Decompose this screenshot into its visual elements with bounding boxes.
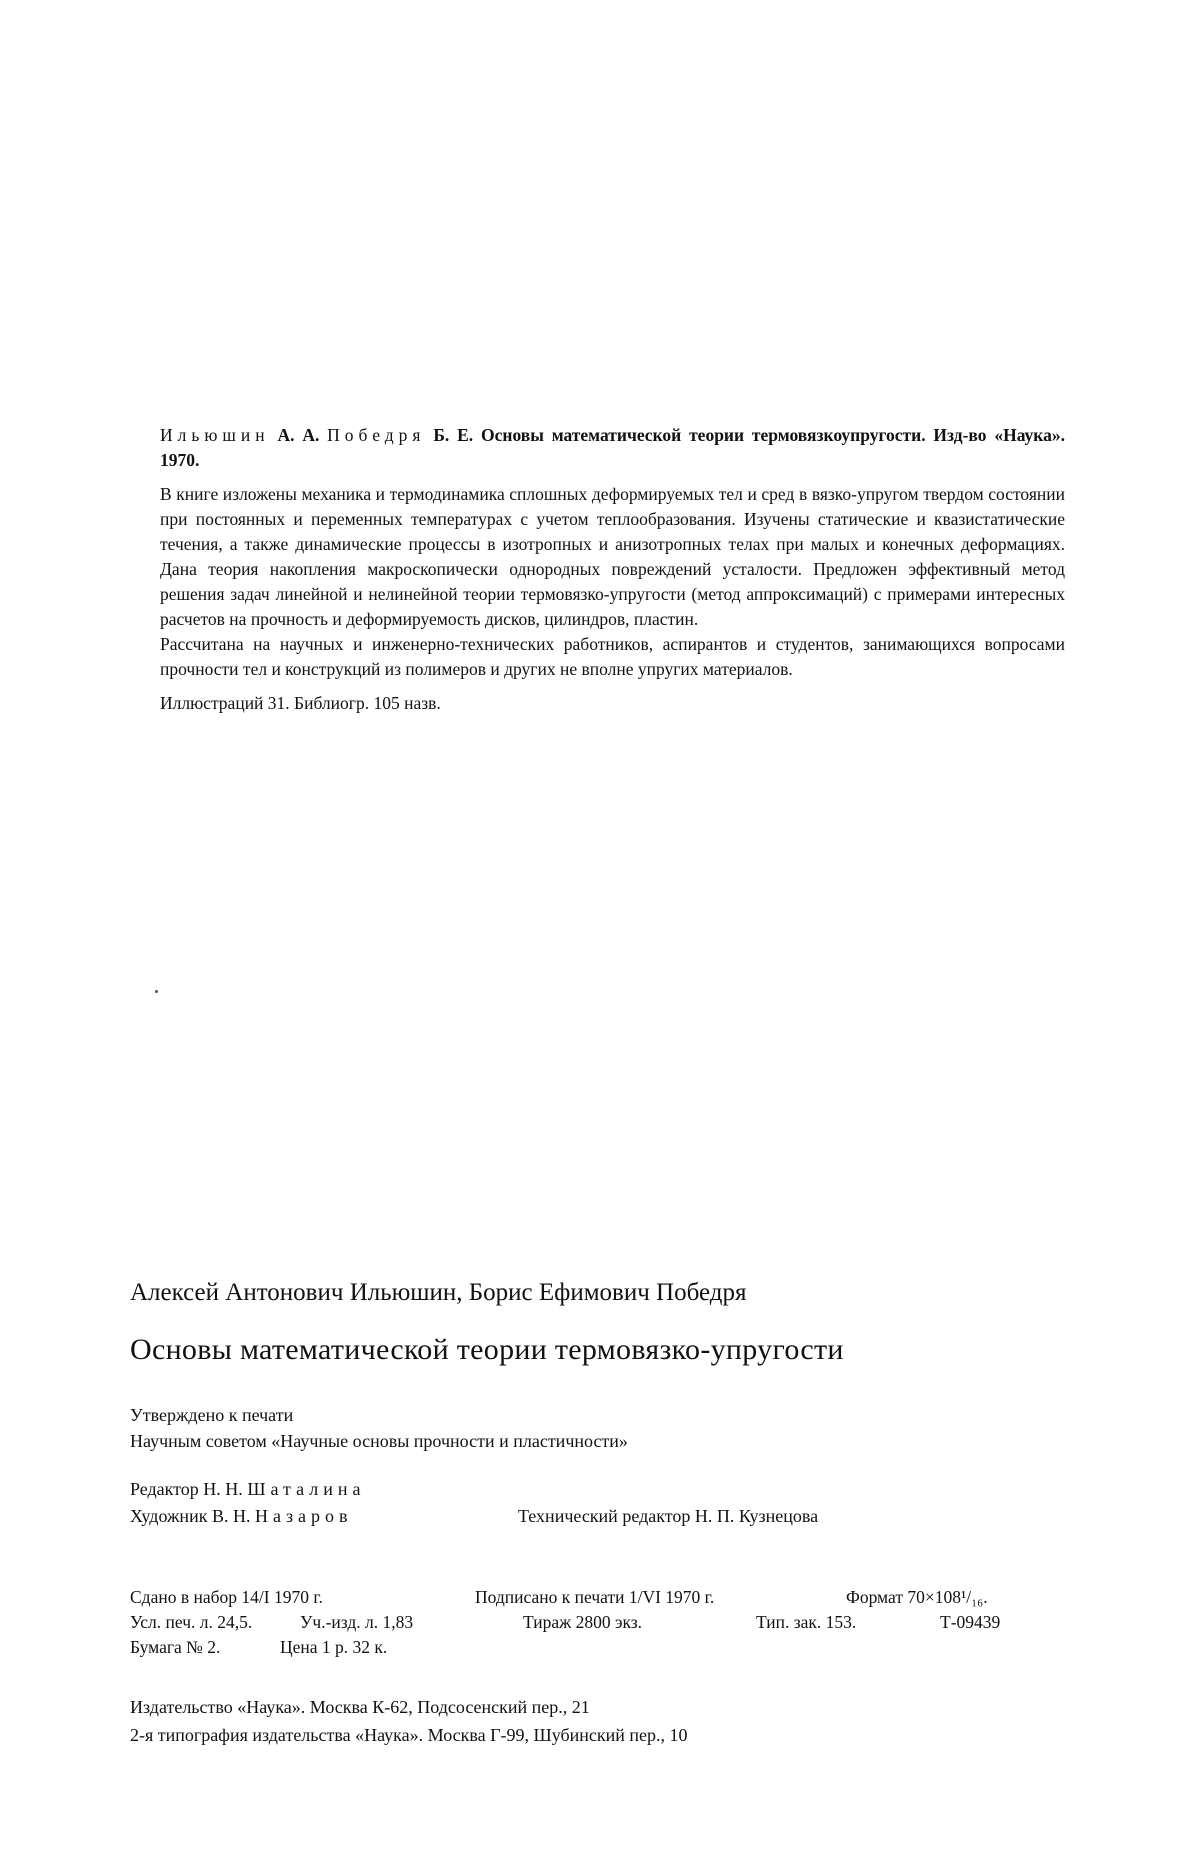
editor-row xyxy=(130,1476,1030,1503)
spec-format: Формат 70×108¹/₁₆. xyxy=(846,1587,988,1607)
publisher-address: Издательство «Наука». Москва К-62, Подсосенский пер., 21 xyxy=(130,1697,590,1717)
spec-publisher-sheets: Уч.-изд. л. 1,83 xyxy=(300,1612,414,1632)
spec-sent-to-press: Сдано в набор 14/I 1970 г. xyxy=(130,1587,323,1607)
approval-line-1: Утверждено к печати xyxy=(130,1405,294,1425)
staff-credits xyxy=(130,1476,1030,1530)
editor-name: Шаталина xyxy=(247,1479,366,1499)
spec-paper: Бумага № 2. xyxy=(130,1637,221,1657)
citation-author-1: Ильюшин xyxy=(160,425,270,445)
approval-block xyxy=(130,1402,628,1454)
printing-house-address: 2-я типография издательства «Наука». Москва Г-99, Шубинский пер., 10 xyxy=(130,1725,688,1745)
spec-signed-for-print: Подписано к печати 1/VI 1970 г. xyxy=(475,1587,715,1607)
authors-line: Алексей Антонович Ильюшин, Борис Ефимович Победря xyxy=(130,1279,747,1306)
artist-row xyxy=(130,1503,1030,1530)
editor-label: Редактор Н. Н. xyxy=(130,1479,248,1499)
citation-title: Основы математической теории термовязкоупругости. Изд-во «Наука». 1970. xyxy=(160,425,1066,470)
annotation-block xyxy=(160,423,1065,716)
spec-print-sheets: Усл. печ. л. 24,5. xyxy=(130,1612,253,1632)
spec-print-run: Тираж 2800 экз. xyxy=(523,1612,643,1632)
citation-initials-1: А. А. xyxy=(269,425,328,445)
specs-row-2 xyxy=(130,1610,1050,1635)
technical-editor: Технический редактор Н. П. Кузнецова xyxy=(518,1506,819,1526)
illustrations-count: Иллюстраций 31. Библиогр. 105 назв. xyxy=(160,693,441,713)
approval-line-2: Научным советом «Научные основы прочности и пластичности» xyxy=(130,1431,628,1451)
specs-row-1 xyxy=(130,1585,1050,1610)
artist-name: Назаров xyxy=(254,1506,353,1526)
spec-code: Т-09439 xyxy=(940,1612,1001,1632)
printing-specs xyxy=(130,1585,1050,1660)
book-title: Основы математической теории термовязко-упругости xyxy=(130,1333,844,1366)
spec-order-number: Тип. зак. 153. xyxy=(756,1612,857,1632)
citation-author-2: Победря xyxy=(327,425,426,445)
abstract-text: В книге изложены механика и термодинамика сплошных деформируемых тел и сред в вязко-упругом твердом состоянии при постоянных и переменных температурах с учетом теплообразования. Изучены статические и квазистатические течения, а также динамические процессы в изотропных и анизотропных телах при малых и конечных деформациях. Дана теория накопления макроскопически однородных повреждений усталости. Предложен эффективный метод решения задач линейной и нелинейной теории термовязко-упругости (метод аппроксимаций) с примерами интересных расчетов на прочность и деформируемость дисков, цилиндров, пластин. xyxy=(160,484,1065,629)
print-speck xyxy=(155,990,158,993)
citation-initials-2: Б. Е. xyxy=(425,425,481,445)
artist-label: Художник В. Н. xyxy=(130,1506,255,1526)
publisher-block xyxy=(130,1693,688,1749)
spec-price: Цена 1 р. 32 к. xyxy=(280,1637,388,1657)
audience-text: Рассчитана на научных и инженерно-технических работников, аспирантов и студентов, занимающихся вопросами прочности тел и конструкций из полимеров и других не вполне упругих материалов. xyxy=(160,634,1065,679)
specs-row-3 xyxy=(130,1635,1050,1660)
bibliographic-citation xyxy=(160,423,1065,473)
